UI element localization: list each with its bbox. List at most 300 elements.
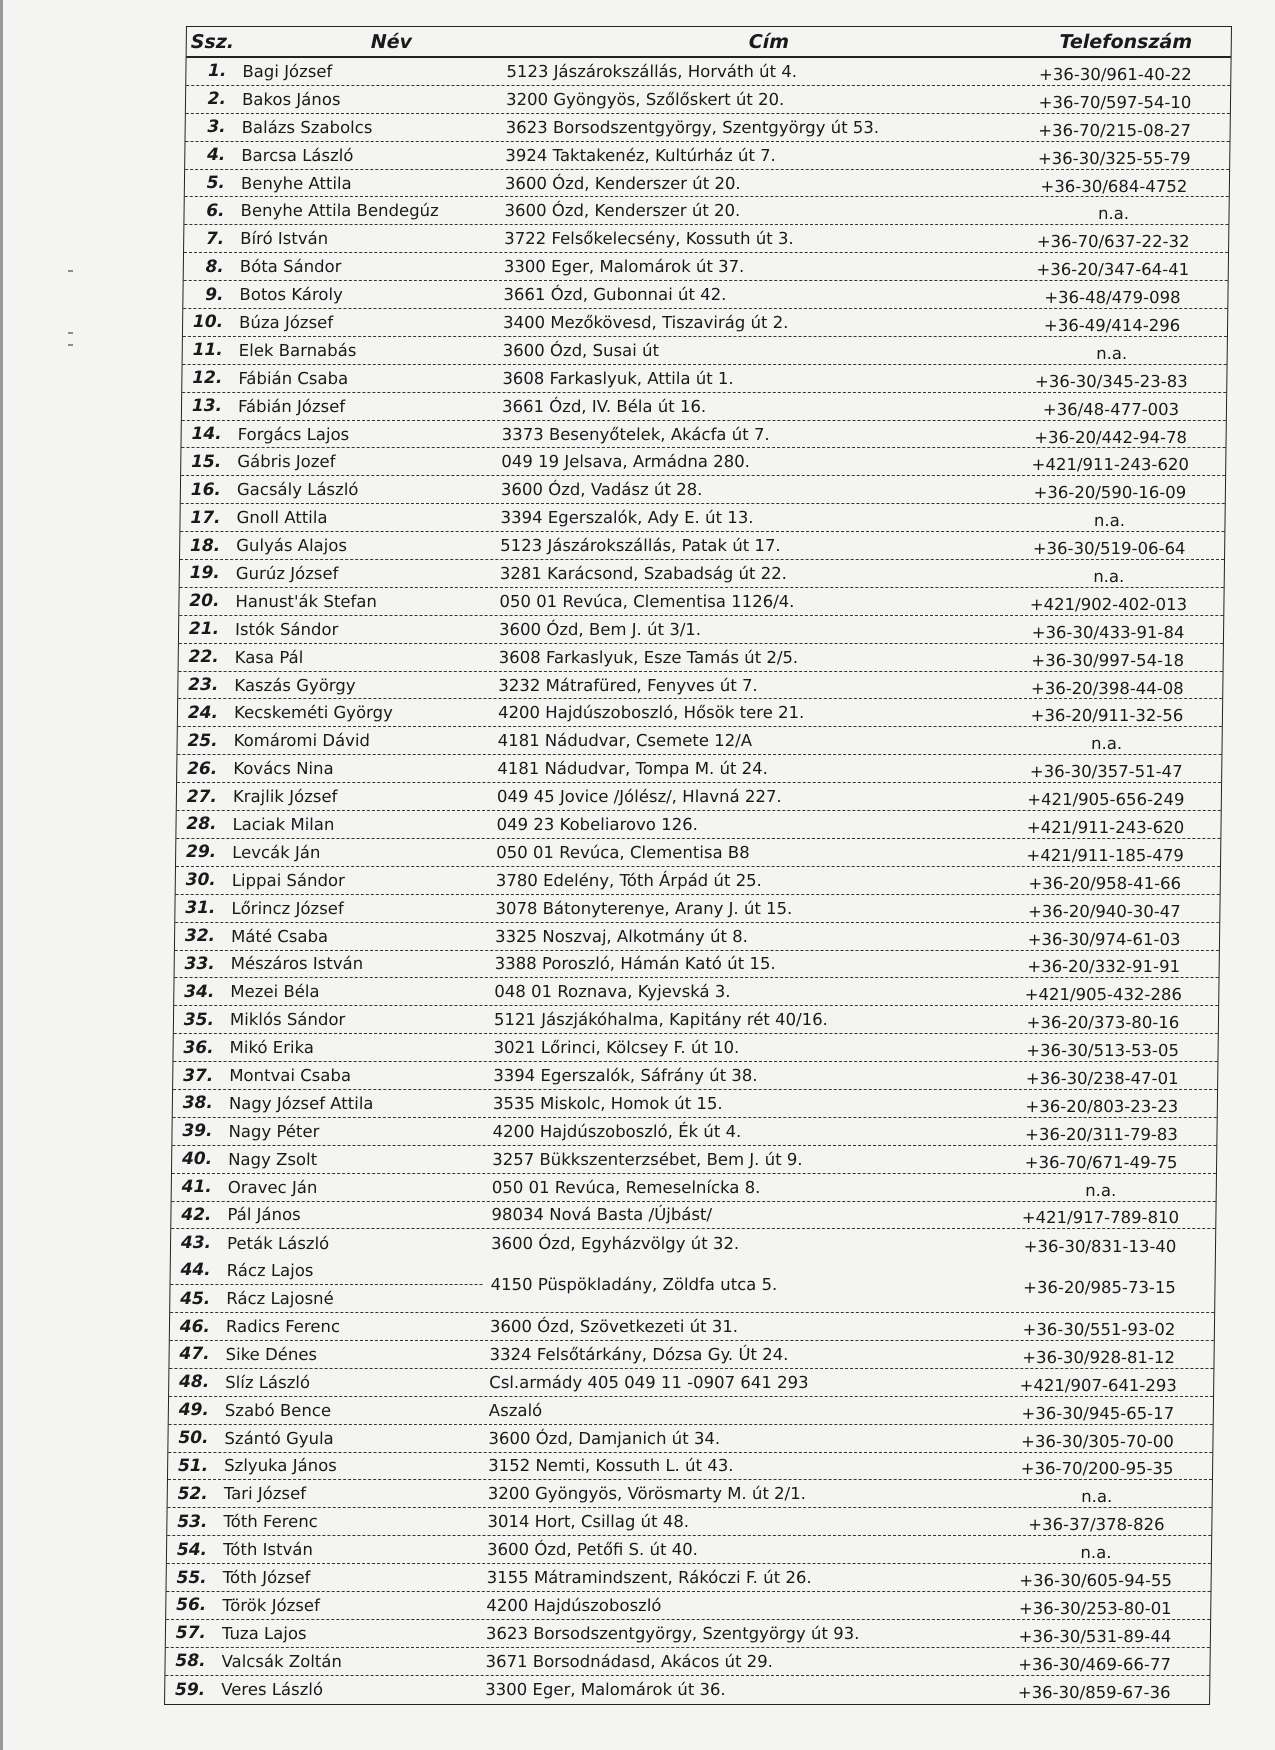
row-address: 3600 Ózd, Egyházvölgy út 32.	[490, 1233, 740, 1253]
row-number: 35.	[183, 1009, 215, 1030]
row-address: 049 23 Kobeliarovo 126.	[496, 814, 699, 834]
row-name: Búza József	[238, 312, 334, 332]
row-address: 3300 Eger, Malomárok út 37.	[503, 257, 745, 277]
table-row	[173, 1034, 1217, 1062]
table-row	[177, 755, 1221, 783]
row-name: Mészáros István	[230, 954, 364, 974]
table-row	[185, 142, 1229, 170]
row-phone: +421/902-402-013	[1029, 594, 1188, 614]
row-number: 26.	[187, 758, 218, 779]
row-name: Hanust'ák Stefan	[235, 591, 378, 611]
header-cim: Cím	[748, 30, 790, 53]
row-number: 20.	[189, 591, 220, 612]
row-name: Szabó Bence	[224, 1400, 332, 1420]
row-address: 5123 Jászárokszállás, Horváth út 4.	[506, 61, 798, 81]
row-name: Fábián Csaba	[238, 368, 349, 388]
row-address: 3394 Egerszalók, Ady E. út 13.	[500, 508, 754, 528]
row-address: 050 01 Revúca, Remeselnícka 8.	[491, 1177, 761, 1197]
row-name: Barcsa László	[241, 145, 354, 165]
row-address: 98034 Nová Basta /Újbást/	[491, 1205, 713, 1225]
row-name: Gnoll Attila	[236, 508, 328, 528]
row-name: Tóth Ferenc	[223, 1512, 318, 1532]
row-phone: +36-30/961-40-22	[1038, 64, 1192, 84]
row-name: Szántó Gyula	[224, 1428, 334, 1448]
table-row	[167, 1536, 1211, 1564]
row-number: 51.	[177, 1455, 209, 1476]
row-address: 3200 Gyöngyös, Szőlőskert út 20.	[505, 89, 785, 109]
row-number: 12.	[192, 368, 223, 389]
row-phone: +36-20/332-91-91	[1027, 957, 1181, 977]
row-name: Komáromi Dávid	[233, 731, 371, 751]
row-address: Csl.armády 405 049 11 -0907 641 293	[489, 1372, 809, 1392]
row-number: 42.	[181, 1204, 212, 1225]
row-number: 5.	[206, 173, 226, 193]
row-phone: +36-30/859-67-36	[1017, 1683, 1171, 1703]
row-number: 59.	[174, 1679, 206, 1700]
row-phone: +36-70/215-08-27	[1038, 120, 1192, 140]
table-row	[177, 727, 1221, 755]
row-name: Mikó Erika	[229, 1038, 315, 1058]
row-address: 3257 Bükkszenterzsébet, Bem J. út 9.	[492, 1149, 803, 1169]
page-edge	[0, 0, 3, 1750]
row-address: 3600 Ózd, Bem J. út 3/1.	[498, 619, 702, 639]
row-phone: +36-30/305-70-00	[1020, 1431, 1174, 1451]
row-address: 050 01 Revúca, Clementisa 1126/4.	[499, 591, 795, 611]
row-number: 45.	[180, 1288, 211, 1309]
row-address: 3600 Ózd, Kenderszer út 20.	[504, 201, 741, 221]
table-row	[175, 895, 1219, 923]
row-name: Sike Dénes	[225, 1344, 318, 1364]
table-row	[172, 1118, 1216, 1146]
table-row	[169, 1369, 1213, 1397]
row-name: Nagy Péter	[228, 1121, 320, 1141]
table-row	[181, 421, 1225, 449]
row-number: 44.	[180, 1260, 211, 1281]
row-number: 17.	[190, 507, 221, 528]
row-name: Gurúz József	[235, 563, 339, 583]
row-phone: +36/48-477-003	[1042, 399, 1180, 419]
row-phone: +36-30/551-93-02	[1022, 1320, 1176, 1340]
row-name: Levcák Ján	[232, 842, 321, 862]
row-number: 52.	[177, 1483, 208, 1504]
row-name: Rácz Lajosné	[226, 1289, 334, 1309]
row-number: 54.	[176, 1539, 208, 1560]
row-number: 56.	[176, 1595, 207, 1616]
row-name: Oravec Ján	[227, 1177, 318, 1197]
table-row	[172, 1146, 1216, 1174]
header-ssz: Ssz.	[190, 30, 235, 53]
row-phone: +36-30/831-13-40	[1023, 1236, 1177, 1256]
row-phone: +421/911-243-620	[1026, 817, 1185, 837]
row-address: 3152 Nemti, Kossuth L. út 43.	[488, 1456, 734, 1476]
row-number: 53.	[177, 1511, 208, 1532]
row-number: 15.	[191, 451, 222, 472]
table-row	[186, 58, 1230, 86]
row-name: Török József	[222, 1595, 320, 1615]
row-number: 50.	[178, 1428, 209, 1449]
row-address: 3780 Edelény, Tóth Árpád út 25.	[495, 870, 763, 890]
row-phone: +36-20/590-16-09	[1033, 483, 1187, 503]
row-name: Nagy József Attila	[228, 1093, 374, 1113]
table-row	[169, 1341, 1213, 1369]
row-number: 6.	[206, 200, 225, 221]
table-row	[181, 476, 1225, 504]
table-row	[179, 616, 1223, 644]
row-address: 3623 Borsodszentgyörgy, Szentgyörgy út 93.	[485, 1623, 860, 1643]
row-phone: +36-30/513-53-05	[1026, 1041, 1180, 1061]
row-address: 4150 Püspökladány, Zöldfa utca 5.	[490, 1275, 778, 1295]
row-number: 29.	[185, 842, 217, 863]
row-phone: n.a.	[1090, 734, 1123, 754]
row-name: Botos Károly	[239, 285, 343, 305]
table-row	[167, 1508, 1211, 1536]
row-number: 33.	[184, 953, 215, 974]
row-name: Rácz Lajos	[226, 1260, 314, 1280]
row-phone: +36-30/345-23-83	[1034, 371, 1188, 391]
row-address: 3232 Mátrafüred, Fenyves út 7.	[498, 675, 758, 695]
row-number: 14.	[191, 424, 222, 445]
row-address: 050 01 Revúca, Clementisa B8	[496, 842, 750, 862]
row-address: 3600 Ózd, Susai út	[502, 340, 660, 360]
row-address: 3722 Felsőkelecsény, Kossuth út 3.	[504, 229, 794, 249]
row-number: 10.	[192, 312, 224, 333]
row-address: 5123 Jászárokszállás, Patak út 17.	[500, 536, 781, 556]
table-row	[185, 114, 1229, 142]
row-name: Bakos János	[241, 89, 341, 109]
row-name: Kaszás György	[234, 675, 356, 695]
table-row	[168, 1453, 1212, 1481]
row-address: Aszaló	[488, 1400, 543, 1420]
row-address: 3535 Miskolc, Homok út 15.	[492, 1093, 723, 1113]
header-nev: Név	[370, 30, 413, 53]
row-name: Bagi József	[242, 61, 333, 81]
row-phone: +36-30/531-89-44	[1018, 1626, 1172, 1646]
row-address: 3600 Ózd, Petőfi S. út 40.	[486, 1540, 699, 1560]
row-number: 43.	[180, 1233, 212, 1254]
row-number: 58.	[175, 1651, 206, 1672]
row-number: 48.	[178, 1372, 210, 1393]
row-name: Benyhe Attila Bendegúz	[240, 201, 439, 221]
row-phone: +421/907-641-293	[1019, 1375, 1177, 1395]
table-row	[179, 644, 1223, 672]
row-address: 3155 Mátramindszent, Rákóczi F. út 26.	[486, 1568, 812, 1588]
row-name: Radics Ferenc	[225, 1317, 341, 1337]
row-phone: +36-20/442-94-78	[1034, 427, 1188, 447]
row-number: 47.	[179, 1344, 210, 1365]
row-address: 3324 Felsőtárkány, Dózsa Gy. Út 24.	[489, 1344, 789, 1364]
row-address: 3021 Lőrinci, Kölcsey F. út 10.	[493, 1038, 740, 1058]
row-address: 3600 Ózd, Damjanich út 34.	[488, 1428, 721, 1448]
table-row	[182, 393, 1226, 421]
row-name: Montvai Csaba	[229, 1066, 352, 1085]
row-name: Forgács Lajos	[237, 424, 350, 444]
table-row	[176, 839, 1220, 867]
row-phone: +36-70/671-49-75	[1024, 1152, 1178, 1172]
row-number: 23.	[188, 675, 219, 696]
row-address: 3608 Farkaslyuk, Esze Tamás út 2/5.	[498, 647, 799, 667]
table-row	[183, 337, 1227, 365]
row-name: Tuza Lajos	[221, 1623, 307, 1643]
row-number: 28.	[186, 814, 217, 835]
contact-table	[164, 26, 1232, 1705]
table-row	[178, 672, 1222, 700]
table-row-merged	[170, 1257, 1215, 1313]
row-number: 38.	[182, 1093, 214, 1114]
row-phone: n.a.	[1080, 1543, 1112, 1563]
row-name: Benyhe Attila	[240, 173, 352, 193]
row-phone: +36-30/519-06-64	[1032, 539, 1186, 559]
row-name: Máté Csaba	[230, 926, 329, 946]
table-row	[175, 951, 1219, 979]
row-number: 49.	[178, 1400, 210, 1421]
row-phone: +36-20/311-79-83	[1024, 1124, 1178, 1144]
row-address: 3078 Bátonyterenye, Arany J. út 15.	[495, 898, 793, 918]
row-address: 3373 Besenyőtelek, Akácfa út 7.	[501, 424, 770, 444]
row-name: Tóth István	[222, 1540, 313, 1560]
table-row	[186, 86, 1230, 114]
row-address: 3300 Eger, Malomárok út 36.	[485, 1680, 726, 1700]
row-phone: +36-30/357-51-47	[1029, 762, 1183, 782]
row-phone: +36-30/997-54-18	[1031, 650, 1185, 670]
table-row	[179, 588, 1223, 616]
row-number: 31.	[185, 898, 216, 919]
row-address: 3325 Noszvaj, Alkotmány út 8.	[494, 926, 749, 946]
table-row	[180, 532, 1224, 560]
row-number: 8.	[205, 256, 224, 277]
row-name: Veres László	[221, 1680, 324, 1700]
row-address: 3924 Taktakenéz, Kultúrház út 7.	[505, 145, 776, 165]
row-address: 3014 Hort, Csillag út 48.	[487, 1512, 690, 1532]
row-name: Bíró István	[240, 229, 329, 249]
row-name: Tóth József	[222, 1568, 311, 1588]
row-phone: +36-20/398-44-08	[1030, 678, 1184, 698]
row-number: 3.	[207, 117, 226, 138]
row-name: Lippai Sándor	[231, 870, 346, 890]
row-phone: +36-37/378-826	[1028, 1515, 1165, 1535]
row-number: 21.	[188, 619, 220, 640]
row-name: Elek Barnabás	[238, 340, 357, 360]
row-name: Miklós Sándor	[229, 1010, 346, 1030]
row-name: Mezei Béla	[230, 982, 320, 1002]
row-number: 13.	[191, 396, 223, 417]
row-phone: n.a.	[1097, 204, 1130, 224]
header-tel: Telefonszám	[1059, 30, 1193, 53]
row-number: 55.	[176, 1567, 207, 1588]
row-name: Laciak Milan	[232, 814, 335, 834]
row-number: 36.	[183, 1037, 214, 1058]
table-row	[174, 978, 1218, 1006]
row-phone: +36-48/479-098	[1044, 288, 1181, 308]
row-address: 3600 Ózd, Vadász út 28.	[500, 480, 703, 500]
row-name: Krajlik József	[232, 787, 338, 807]
table-row	[173, 1062, 1217, 1090]
row-phone: +36-30/974-61-03	[1027, 929, 1181, 949]
row-name: Tari József	[223, 1484, 307, 1504]
row-phone: +36-70/637-22-32	[1036, 232, 1190, 252]
row-number: 4.	[206, 145, 226, 166]
row-phone: +421/917-789-810	[1021, 1208, 1180, 1228]
table-row	[166, 1564, 1210, 1592]
row-address: 3608 Farkaslyuk, Attila út 1.	[502, 368, 734, 388]
row-name: Valcsák Zoltán	[221, 1651, 343, 1671]
row-address: 4200 Hajdúszoboszló	[486, 1595, 662, 1615]
row-name: Gábris Jozef	[237, 452, 336, 472]
row-name: Peták László	[226, 1233, 330, 1253]
row-name: Slíz László	[225, 1372, 311, 1392]
row-address: 4200 Hajdúszoboszló, Ék út 4.	[492, 1121, 742, 1141]
table-row	[176, 811, 1220, 839]
row-address: 3600 Ózd, Kenderszer út 20.	[504, 173, 741, 193]
table-row	[173, 1090, 1217, 1118]
row-phone: +36-30/433-91-84	[1031, 622, 1185, 642]
row-number: 9.	[205, 284, 224, 305]
table-row	[180, 504, 1224, 532]
table-row	[166, 1620, 1210, 1648]
row-address: 3400 Mezőkövesd, Tiszavirág út 2.	[502, 312, 789, 332]
row-number: 39.	[182, 1121, 213, 1142]
row-address: 3200 Gyöngyös, Vörösmarty M. út 2/1.	[487, 1484, 807, 1504]
row-number: 40.	[181, 1149, 213, 1170]
row-phone: +421/911-243-620	[1031, 455, 1190, 475]
row-number: 7.	[205, 228, 225, 249]
row-number: 24.	[187, 702, 219, 723]
table-row	[175, 923, 1219, 951]
row-phone: +36-20/803-23-23	[1025, 1096, 1179, 1116]
row-phone: +36-30/469-66-77	[1018, 1654, 1172, 1674]
row-address: 049 45 Jovice /Jólész/, Hlavná 227.	[496, 787, 782, 807]
row-number: 16.	[190, 479, 222, 500]
row-phone: +421/911-185-479	[1026, 845, 1184, 865]
table-row	[165, 1648, 1209, 1676]
row-number: 11.	[192, 340, 223, 361]
row-phone: +36-20/911-32-56	[1030, 706, 1184, 726]
table-row	[168, 1425, 1212, 1453]
table-row	[171, 1202, 1215, 1230]
row-address: 3388 Poroszló, Hámán Kató út 15.	[494, 954, 776, 974]
row-address: 3661 Ózd, Gubonnai út 42.	[503, 285, 727, 305]
table-row	[169, 1397, 1213, 1425]
row-phone: n.a.	[1081, 1487, 1113, 1507]
table-row	[171, 1229, 1215, 1257]
row-phone: +36-20/958-41-66	[1028, 873, 1182, 893]
row-number: 41.	[181, 1177, 212, 1198]
row-address: 048 01 Roznava, Kyjevská 3.	[494, 982, 731, 1002]
row-phone: +36-20/347-64-41	[1036, 260, 1190, 280]
row-phone: +36-49/414-296	[1043, 315, 1181, 335]
row-number: 19.	[189, 563, 220, 584]
table-body-bottom	[165, 1313, 1214, 1703]
row-phone: +36-30/325-55-79	[1037, 148, 1191, 168]
row-phone: +36-30/928-81-12	[1022, 1347, 1176, 1367]
table-row	[178, 699, 1222, 727]
row-name: Gacsály László	[236, 480, 359, 500]
row-number: 25.	[187, 730, 218, 751]
row-name: Istók Sándor	[234, 619, 339, 639]
row-address: 4181 Nádudvar, Tompa M. út 24.	[497, 759, 769, 779]
row-address: 5121 Jászjákóhalma, Kapitány rét 40/16.	[493, 1010, 829, 1030]
row-address: 4181 Nádudvar, Csemete 12/A	[497, 731, 753, 751]
row-name: Fábián József	[237, 396, 346, 416]
punch-mark	[68, 270, 73, 272]
row-address: 3671 Borsodnádasd, Akácos út 29.	[485, 1651, 774, 1671]
table-row	[168, 1480, 1212, 1508]
row-phone: +36-30/945-65-17	[1021, 1403, 1175, 1423]
row-number: 22.	[188, 647, 219, 668]
table-row	[172, 1174, 1216, 1202]
row-number: 57.	[175, 1623, 207, 1644]
row-address: 3394 Egerszalók, Sáfrány út 38.	[493, 1066, 758, 1085]
row-number: 37.	[183, 1065, 214, 1086]
table-row	[170, 1313, 1214, 1341]
row-name: Kovács Nina	[233, 759, 334, 779]
table-row	[166, 1592, 1210, 1620]
table-row	[176, 867, 1220, 895]
row-phone: n.a.	[1093, 511, 1126, 531]
row-address: 3600 Ózd, Szövetkezeti út 31.	[489, 1317, 739, 1337]
row-phone: +36-70/597-54-10	[1038, 92, 1192, 112]
table-row	[165, 1676, 1209, 1704]
row-name: Pál János	[227, 1205, 301, 1225]
row-number: 34.	[184, 981, 215, 1002]
row-phone: n.a.	[1093, 566, 1125, 586]
row-number: 46.	[179, 1316, 211, 1337]
row-phone: +36-30/684-4752	[1040, 176, 1188, 196]
row-number: 30.	[185, 870, 216, 891]
row-number: 18.	[189, 535, 221, 556]
table-row	[185, 170, 1229, 198]
row-number: 32.	[184, 926, 216, 947]
table-row	[184, 225, 1228, 253]
punch-mark	[68, 344, 73, 346]
table-header	[187, 27, 1231, 58]
row-name: Balázs Szabolcs	[241, 117, 373, 137]
table-row	[184, 253, 1228, 281]
table-row	[184, 197, 1228, 225]
row-phone: +421/905-432-286	[1024, 985, 1183, 1005]
table-row	[183, 281, 1227, 309]
row-phone: n.a.	[1096, 343, 1128, 363]
row-name: Bóta Sándor	[239, 257, 342, 277]
row-phone: +421/905-656-249	[1027, 790, 1185, 810]
row-address: 3281 Karácsond, Szabadság út 22.	[499, 563, 788, 583]
row-phone: +36-20/373-80-16	[1026, 1013, 1180, 1033]
row-name: Kecskeméti György	[233, 703, 393, 723]
row-address: 049 19 Jelsava, Armádna 280.	[501, 452, 751, 472]
table-body-top	[171, 58, 1231, 1257]
row-name: Kasa Pál	[234, 647, 304, 667]
row-name: Lőrincz József	[231, 898, 344, 918]
row-phone: n.a.	[1085, 1180, 1117, 1200]
table-row	[174, 1006, 1218, 1034]
row-number: 27.	[186, 786, 218, 807]
row-name: Nagy Zsolt	[228, 1149, 318, 1169]
row-address: 3661 Ózd, IV. Béla út 16.	[501, 396, 707, 416]
row-phone: +36-30/238-47-01	[1025, 1069, 1179, 1088]
row-phone: +36-20/940-30-47	[1027, 901, 1181, 921]
table-row	[182, 365, 1226, 393]
row-number: 1.	[207, 61, 227, 82]
row-address: 3623 Borsodszentgyörgy, Szentgyörgy út 53.	[505, 117, 880, 137]
row-phone: +36-30/253-80-01	[1018, 1598, 1172, 1618]
punch-mark	[68, 332, 73, 334]
row-phone: +36-30/605-94-55	[1019, 1571, 1173, 1591]
row-phone: +36-70/200-95-35	[1020, 1459, 1174, 1479]
row-number: 2.	[207, 89, 227, 110]
table-row	[177, 783, 1221, 811]
row-name: Gulyás Alajos	[236, 536, 348, 556]
row-name: Szlyuka János	[224, 1456, 337, 1476]
table-row	[181, 448, 1225, 476]
